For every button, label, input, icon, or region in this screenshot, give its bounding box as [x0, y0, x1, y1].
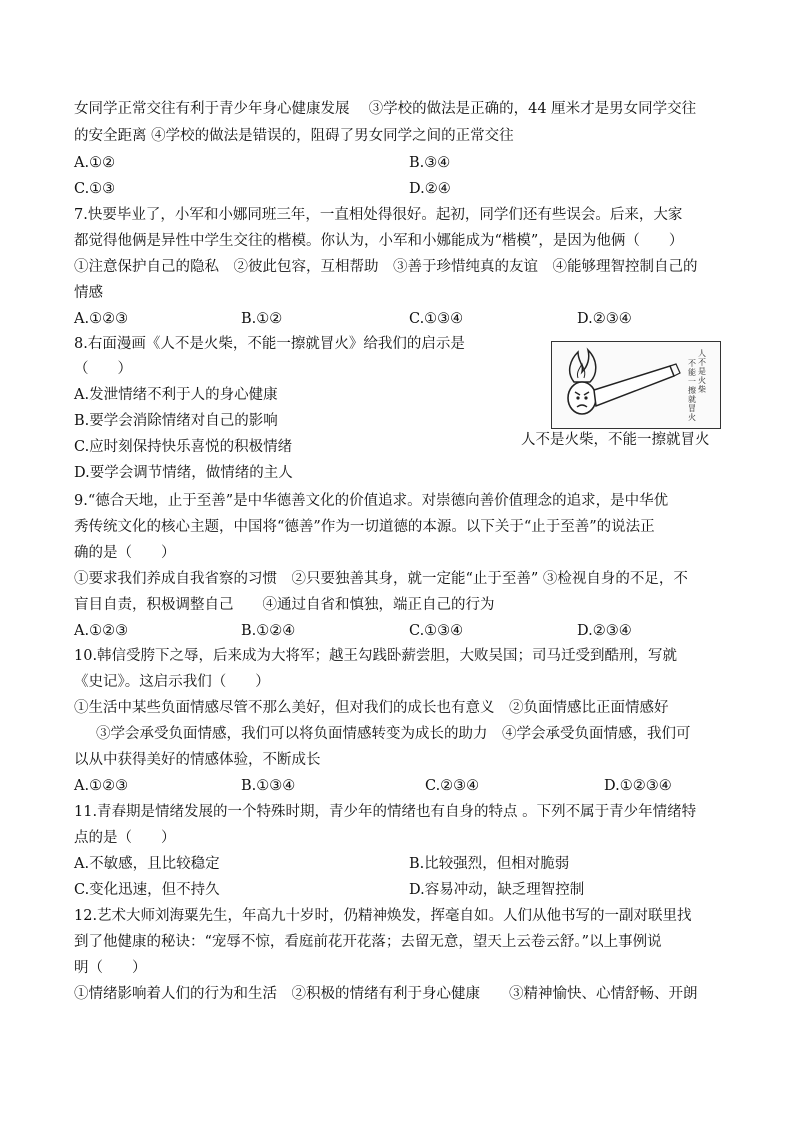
question-10-statements-3: 以从中获得美好的情感体验，不断成长 [74, 752, 321, 768]
q9-option-d: D.②③④ [577, 623, 632, 639]
svg-text:不: 不 [698, 358, 706, 367]
q7-option-c: C.①③④ [409, 311, 464, 327]
question-12-stem-2: 到了他健康的秘诀：“宠辱不惊，看庭前花开花落；去留无意，望天上云卷云舒。”以上事例说 [74, 934, 662, 950]
svg-text:就: 就 [688, 395, 696, 404]
q7-option-d: D.②③④ [577, 311, 632, 327]
q6-option-d: D.②④ [409, 181, 451, 197]
q10-option-d: D.①②③④ [604, 778, 672, 794]
question-8-blank: （ ） [74, 361, 132, 377]
q9-option-a: A.①②③ [74, 623, 129, 639]
question-7-statements: ①注意保护自己的隐私 ②彼此包容，互相帮助 ③善于珍惜纯真的友谊 ④能够理智控制自己的 [74, 259, 698, 275]
q11-option-b: B.比较强烈，但相对脆弱 [409, 856, 570, 872]
question-12-stem-3: 明（ ） [74, 960, 147, 976]
question-11-stem: 11.青春期是情绪发展的一个特殊时期，青少年的情绪也有自身的特点 。下列不属于青少年情绪特 [74, 804, 697, 820]
question-12-statements: ①情绪影响着人们的行为和生活 ②积极的情绪有利于身心健康 ③精神愉快、心情舒畅、开朗 [74, 986, 698, 1002]
question-7-stem: 7.快要毕业了，小军和小娜同班三年，一直相处得很好。起初，同学们还有些误会。后来，大家 [74, 207, 683, 223]
question-7-stem-2: 都觉得他俩是异性中学生交往的楷模。你认为，小军和小娜能成为“楷模”，是因为他俩（ ） [74, 233, 684, 249]
q11-option-a: A.不敏感，且比较稳定 [74, 856, 220, 872]
question-9-statements-2: 盲目自责，积极调整自己 ④通过自省和慎独，端正自己的行为 [74, 597, 495, 613]
q10-option-a: A.①②③ [74, 778, 129, 794]
q6-option-b: B.③④ [409, 155, 451, 171]
question-10-stem: 10.韩信受胯下之辱，后来成为大将军；越王勾践卧薪尝胆，大败吴国；司马迁受到酷刑，写就 [74, 648, 678, 664]
svg-text:一: 一 [688, 377, 696, 386]
svg-text:冒: 冒 [688, 404, 696, 413]
cartoon-image [551, 341, 721, 429]
svg-text:是: 是 [698, 367, 706, 376]
q8-option-d: D.要学会调节情绪，做情绪的主人 [74, 465, 293, 481]
svg-text:能: 能 [688, 368, 696, 377]
q7-option-a: A.①②③ [74, 311, 129, 327]
question-9-stem: 9.“德合天地，止于至善”是中华德善文化的价值追求。对崇德向善价值理念的追求，是中华优 [74, 493, 669, 509]
q8-option-b: B.要学会消除情绪对自己的影响 [74, 413, 278, 429]
question-12-stem: 12.艺术大师刘海粟先生，年高九十岁时，仍精神焕发，挥毫自如。人们从他书写的一副对联里找 [74, 908, 692, 924]
q7-option-b: B.①② [241, 311, 283, 327]
q6-option-a: A.①② [74, 155, 116, 171]
svg-text:柴: 柴 [698, 385, 706, 394]
q9-option-c: C.①③④ [409, 623, 464, 639]
q9-option-b: B.①②④ [241, 623, 296, 639]
question-9-stem-3: 确的是（ ） [74, 545, 176, 561]
q10-option-c: C.②③④ [425, 778, 480, 794]
q11-option-c: C.变化迅速，但不持久 [74, 882, 220, 898]
q8-option-a: A.发泄情绪不利于人的身心健康 [74, 387, 278, 403]
question-6-option-4: 的安全距离 ④学校的做法是错误的，阻碍了男女同学之间的正常交往 [74, 128, 514, 144]
question-10-statements: ①生活中某些负面情感尽管不那么美好，但对我们的成长也有意义 ②负面情感比正面情感好 [74, 700, 669, 716]
question-8-stem: 8.右面漫画《人不是火柴，不能一擦就冒火》给我们的启示是 [74, 336, 465, 352]
match-cartoon-illustration [552, 342, 720, 428]
question-10-stem-2: 《史记》。这启示我们（ ） [74, 674, 270, 690]
svg-text:人: 人 [698, 349, 706, 358]
cartoon-caption: 人不是火柴，不能一擦就冒火 [521, 432, 710, 448]
svg-text:火: 火 [688, 413, 696, 422]
svg-text:火: 火 [698, 376, 706, 385]
svg-text:擦: 擦 [688, 386, 696, 395]
q8-option-c: C.应时刻保持快乐喜悦的积极情绪 [74, 439, 293, 455]
q6-option-c: C.①③ [74, 181, 116, 197]
question-9-stem-2: 秀传统文化的核心主题，中国将“德善”作为一切道德的本源。以下关于“止于至善”的说法正 [74, 519, 655, 535]
svg-text:不: 不 [688, 359, 696, 368]
question-9-statements: ①要求我们养成自我省察的习惯 ②只要独善其身，就一定能“止于至善” ③检视自身的不足，不 [74, 571, 688, 587]
q11-option-d: D.容易冲动，缺乏理智控制 [409, 882, 585, 898]
question-11-stem-2: 点的是（ ） [74, 830, 176, 846]
question-7-statements-2: 情感 [74, 285, 103, 301]
question-10-statements-2: ③学会承受负面情感，我们可以将负面情感转变为成长的助力 ④学会承受负面情感，我们可 [96, 726, 691, 742]
question-6-option-3: 女同学正常交往有利于青少年身心健康发展 ③学校的做法是正确的，44 厘米才是男女同学交往 [74, 101, 697, 117]
q10-option-b: B.①③④ [241, 778, 296, 794]
